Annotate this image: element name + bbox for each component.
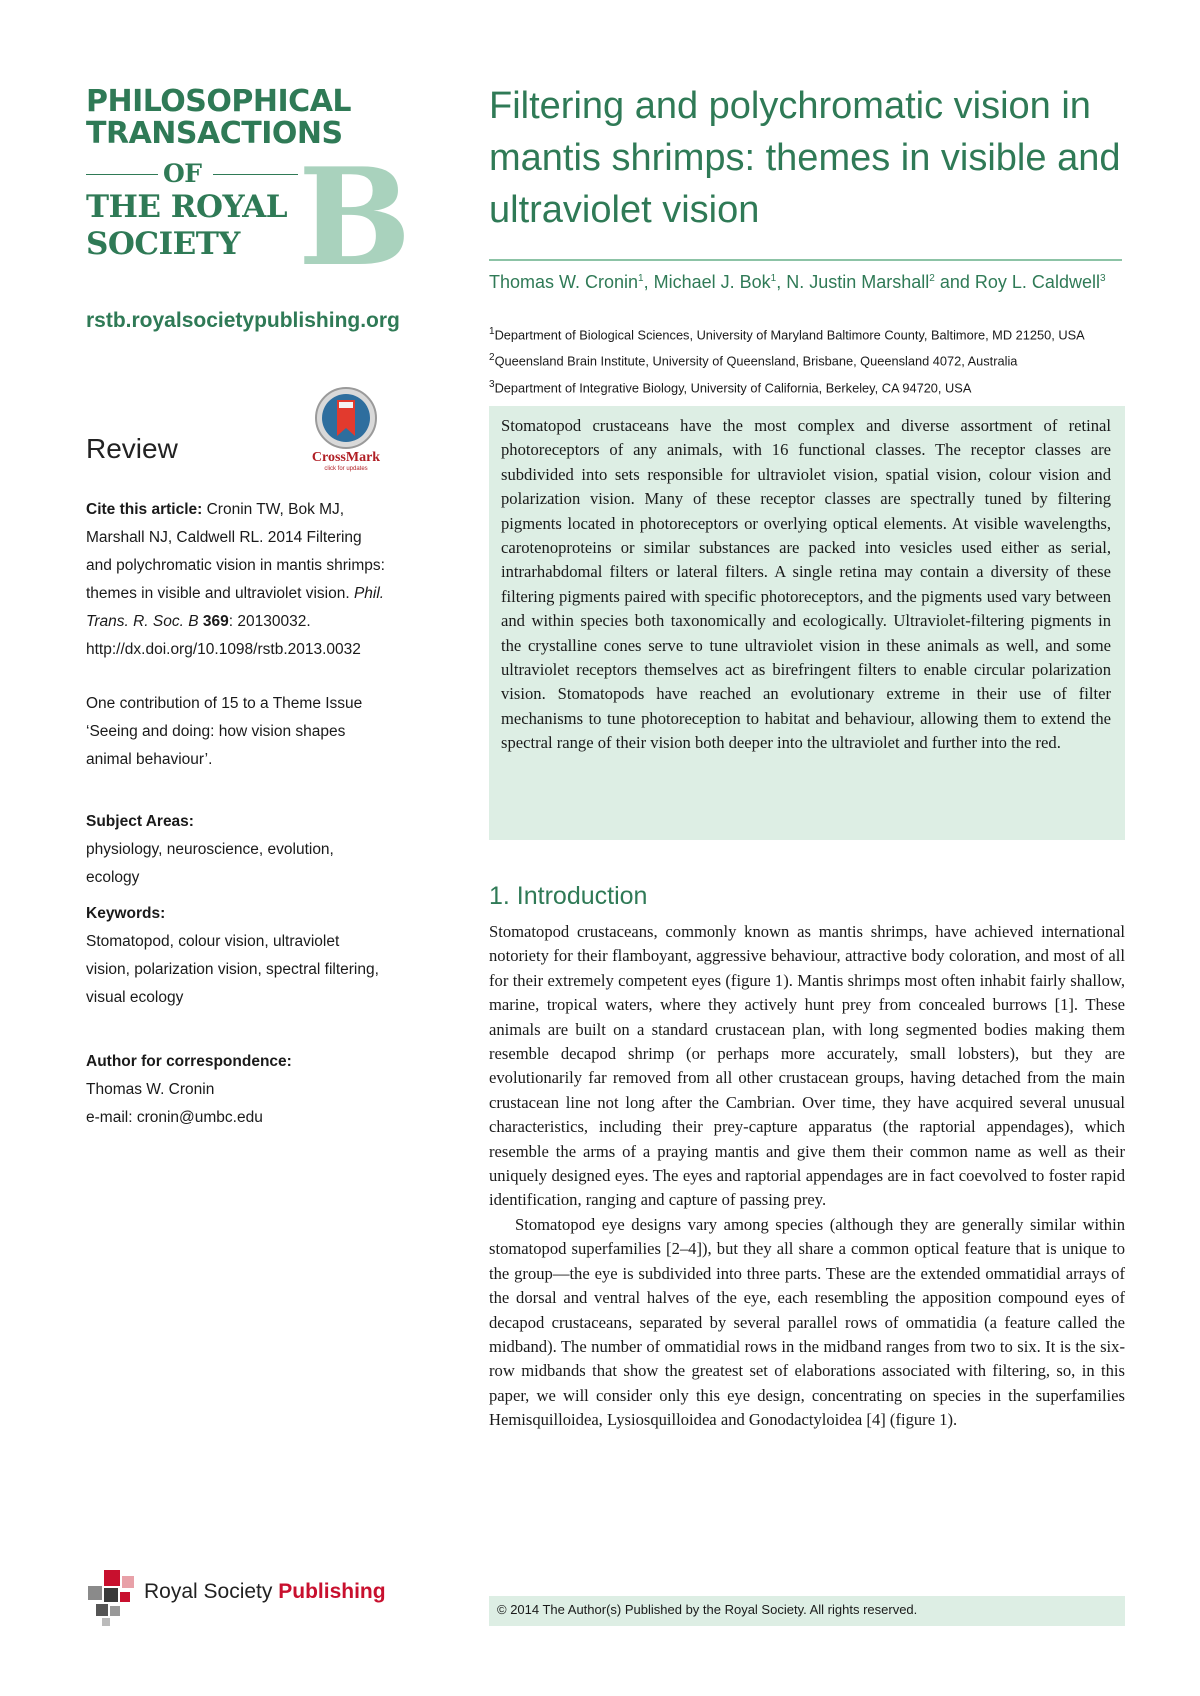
- author-affil-mark: 1: [638, 273, 644, 284]
- crossmark-sublabel: click for updates: [324, 466, 368, 472]
- abstract-box: [489, 406, 1125, 840]
- publisher-name: [144, 1580, 386, 1604]
- affiliations: [489, 320, 1129, 399]
- body-paragraph: Stomatopod eye designs vary among species (although they are generally similar within stomatopod superfamilies [2–4]), but they all share a common optical feature that is unique to the group—the eye is subdivided into three parts. These are the extended ommatidial arrays of the dorsal and ventral halves of the eye, each resembling the apposition compound eyes of decapod crustaceans, separated by several parallel rows of ommatidia (a feature called the midband). The number of ommatidial rows in the midband ranges from two to six. It is the six-row midbands that show the greatest set of elaborations associated with filtering, so, in this paper, we will consider only this eye design, concentrating on species in the superfamilies Hemisquilloidea, Lysiosquilloidea and Gonodactyloidea [4] (figure 1).: [489, 1214, 1125, 1430]
- body-paragraph: Stomatopod crustaceans, commonly known as mantis shrimps, have achieved international notoriety for their flamboyant, aggressive behaviour, attractive body coloration, and most of all for their extremely competent eyes (figure 1). Mantis shrimps most often inhabit fairly shallow, marine, tropical waters, where they actively hunt prey from concealed burrows [1]. These animals are built on a standard crustacean plan, with long segmented bodies making them resemble decapod shrimp (or perhaps more accurately, small lobsters), but they are evolutionarily far removed from all other crustacean groups, having detached from the main crustacean line not long after the Cambrian. Over time, they have acquired several unusual characteristics, including their prey-capture apparatus (the raptorial appendages), which resemble the arms of a praying mantis and give them their common name as well as their uniquely designed eyes. The eyes and raptorial appendages are in fact coevolved to foster rapid identification, ranging and capture of passing prey.: [489, 922, 1125, 1210]
- affiliation-text: Department of Integrative Biology, University of California, Berkeley, CA 94720, USA: [494, 379, 972, 395]
- logo-word-of: OF: [163, 159, 202, 188]
- correspondence-email[interactable]: e-mail: cronin@umbc.edu: [86, 1109, 263, 1126]
- logo-word-the-royal: THE ROYAL: [86, 189, 288, 225]
- keywords: [86, 900, 386, 1012]
- article-title: Filtering and polychromatic vision in mantis shrimps: themes in visible and ultraviolet vision: [489, 85, 1121, 231]
- logo-word-society: SOCIETY: [86, 226, 240, 262]
- affiliation-mark: 3: [489, 378, 495, 390]
- crossmark-badge[interactable]: [306, 386, 386, 476]
- theme-issue-text: One contribution of 15 to a Theme Issue ‘Seeing and doing: how vision shapes animal behaviour’.: [86, 695, 363, 768]
- cite-heading: Cite this article:: [86, 501, 203, 518]
- author-separator: and: [934, 272, 975, 292]
- affiliation-mark: 2: [489, 352, 495, 364]
- author-list: [489, 272, 1106, 293]
- abstract-text: Stomatopod crustaceans have the most complex and diverse assortment of retinal photoreceptors of any animals, with 16 functional classes. The receptor classes are subdivided into sets responsible for ultraviolet vision, spatial vision, colour vision and polarization vision. Many of these receptor classes are spectrally tuned by filtering pigments located in photoreceptors or overlying optical elements. At visible wavelengths, carotenoproteins or similar substances are packed into vesicles used either as serial, intrarhabdomal filters or lateral filters. A single retina may contain a diversity of these filtering pigments paired with specific photoreceptors, and the pigments used vary between and within species both taxonomically and ecologically. Ultraviolet-filtering pigments in the crystalline cones serve to tune ultraviolet vision in these animals as well, and some ultraviolet receptors themselves act as birefringent filters to enable circular polarization vision. Stomatopods have reached an evolutionary extreme in their use of filter mechanisms to tune photoreception to habitat and behaviour, allowing them to extend the spectral range of their vision both deeper into the ultraviolet and further into the red.: [501, 416, 1111, 753]
- author-affil-mark: 2: [929, 273, 935, 284]
- author-name[interactable]: Roy L. Caldwell: [974, 272, 1100, 292]
- publisher-cubes-icon: [86, 1566, 142, 1628]
- copyright-text: © 2014 The Author(s) Published by the Royal Society. All rights reserved.: [497, 1602, 918, 1617]
- subject-heading: Subject Areas:: [86, 813, 194, 830]
- cite-volume: 369: [202, 613, 229, 630]
- author-separator: ,: [776, 272, 787, 292]
- cite-journal: Phil. Trans. R. Soc. B: [86, 585, 385, 630]
- logo-divider-right: [213, 174, 298, 175]
- author-name[interactable]: Thomas W. Cronin: [489, 272, 639, 292]
- subject-areas: [86, 808, 386, 892]
- author-affil-mark: 1: [770, 273, 777, 284]
- affiliation-text: Department of Biological Sciences, University of Maryland Baltimore County, Baltimore, MD 21250, USA: [494, 327, 1085, 343]
- article-type-label: Review: [86, 433, 178, 464]
- crossmark-icon: [306, 386, 386, 452]
- theme-issue-note: [86, 690, 386, 774]
- publisher-logo[interactable]: [86, 1566, 396, 1636]
- logo-letter-b: B: [298, 138, 412, 296]
- author-affil-mark: 3: [1099, 273, 1106, 284]
- correspondence: [86, 1048, 386, 1132]
- correspondence-name: Thomas W. Cronin: [86, 1081, 215, 1098]
- body-text: [489, 920, 1125, 1433]
- affiliation-text: Queensland Brain Institute, University of Queensland, Brisbane, Queensland 4072, Australia: [494, 353, 1018, 369]
- logo-divider-left: [86, 174, 158, 175]
- affiliation-item: [489, 320, 1129, 346]
- publisher-name-bold: Publishing: [278, 1580, 386, 1603]
- affiliation-item: [489, 373, 1129, 399]
- subject-text: physiology, neuroscience, evolution, ecology: [86, 841, 334, 886]
- correspondence-heading: Author for correspondence:: [86, 1053, 292, 1070]
- journal-url-link[interactable]: rstb.royalsocietypublishing.org: [86, 309, 400, 332]
- publisher-name-plain: Royal Society: [144, 1580, 273, 1603]
- citation-block: [86, 496, 386, 664]
- author-name[interactable]: N. Justin Marshall: [786, 272, 930, 292]
- author-name[interactable]: Michael J. Bok: [653, 272, 771, 292]
- copyright-bar: [489, 1596, 1125, 1626]
- cite-text: Cronin TW, Bok MJ, Marshall NJ, Caldwell RL. 2014 Filtering and polychromatic vision in mantis shrimps: themes in visible and ultraviolet vision.: [86, 501, 385, 602]
- author-separator: ,: [643, 272, 654, 292]
- doi-link[interactable]: http://dx.doi.org/10.1098/rstb.2013.0032: [86, 641, 361, 658]
- logo-word-philosophical: PHILOSOPHICAL: [86, 84, 352, 119]
- crossmark-label: CrossMark: [311, 450, 381, 465]
- cite-pages: : 20130032.: [228, 613, 311, 630]
- keywords-heading: Keywords:: [86, 905, 166, 922]
- keywords-text: Stomatopod, colour vision, ultraviolet vision, polarization vision, spectral filtering, visual ecology: [86, 933, 379, 1006]
- journal-logo[interactable]: [86, 84, 412, 296]
- affiliation-mark: 1: [489, 326, 495, 337]
- logo-word-transactions: TRANSACTIONS: [86, 116, 343, 151]
- section-heading-introduction: 1. Introduction: [489, 882, 648, 910]
- affiliation-item: [489, 346, 1129, 372]
- title-divider: [489, 259, 1122, 261]
